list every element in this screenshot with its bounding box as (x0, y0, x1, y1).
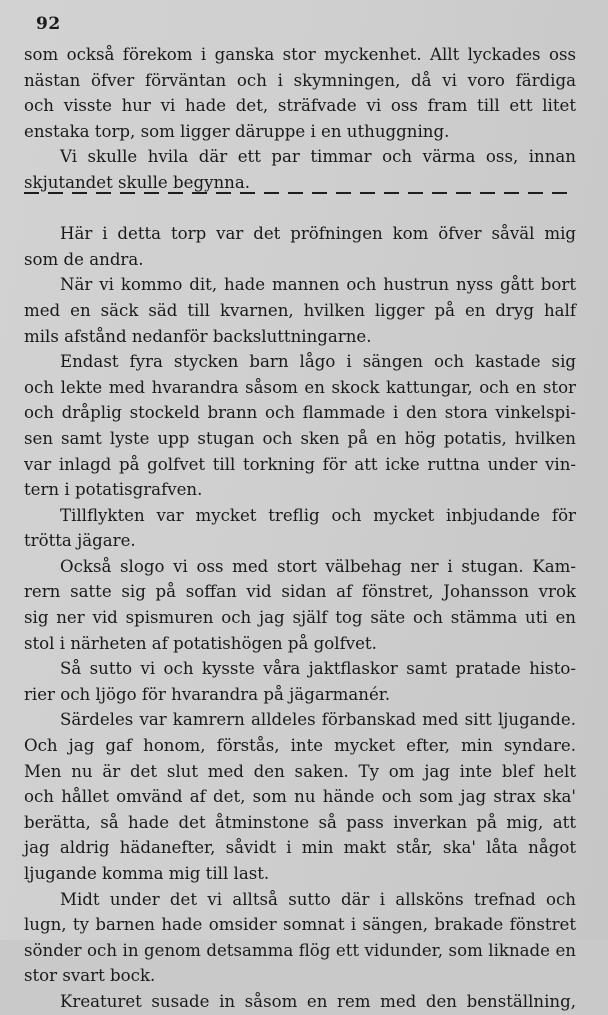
text-line: och hållet omvänd af det, som nu hände och som jag strax ska' (24, 787, 576, 807)
separator-space (24, 196, 576, 222)
text-line: och visste hur vi hade det, sträfvade vi oss fram till ett litet (24, 96, 576, 116)
text-line: enstaka torp, som ligger däruppe i en uthuggning. (24, 121, 450, 141)
text-line: var inlagd på golfvet till torkning för att icke ruttna under vin- (24, 454, 576, 474)
text-line: Vi skulle hvila där ett par timmar och värma oss, innan (60, 147, 576, 167)
text-line: mils afstånd nedanför backsluttningarne. (24, 326, 372, 346)
text-line: När vi kommo dit, hade mannen och hustrun nyss gått bort (60, 275, 576, 295)
text-line: Och jag gaf honom, förstås, inte mycket efter, min syndare. (24, 736, 576, 756)
text-line: sen samt lyste upp stugan och sken på en hög potatis, hvilken (24, 428, 576, 448)
text-line: jag aldrig hädanefter, såvidt i min makt står, ska' låta något (24, 838, 576, 858)
text-line: trötta jägare. (24, 531, 136, 551)
text-line: och lekte med hvarandra såsom en skock kattungar, och en stor (24, 377, 576, 397)
text-line: skjutandet skulle begynna. (24, 172, 250, 192)
text-line: rern satte sig på soffan vid sidan af fönstret, Johansson vrok (24, 582, 576, 602)
text-line: berätta, så hade det åtminstone så pass inverkan på mig, att (24, 812, 576, 832)
text-line: stor svart bock. (24, 966, 156, 986)
text-line: med en säck säd till kvarnen, hvilken ligger på en dryg half (24, 300, 576, 320)
text-line: lugn, ty barnen hade omsider somnat i sängen, brakade fönstret (24, 915, 576, 935)
section-separator-dashes (24, 192, 576, 194)
text-line: Tillflykten var mycket treflig och mycket inbjudande för (60, 505, 576, 525)
text-line: Kreaturet susade in såsom en rem med den benställning, (60, 991, 576, 1011)
text-line: sig ner vid spismuren och jag själf tog säte och stämma uti en (24, 608, 576, 628)
text-line: Så sutto vi och kysste våra jaktflaskor samt pratade histo- (60, 659, 576, 679)
text-line: Också slogo vi oss med stort välbehag ner i stugan. Kam- (60, 556, 576, 576)
text-line: sönder och in genom detsamma flög ett vidunder, som liknade en (24, 940, 576, 960)
body-text (24, 42, 576, 1015)
text-line: som de andra. (24, 249, 144, 269)
text-line: rier och ljögo för hvarandra på jägarmanér. (24, 684, 391, 704)
text-line: Endast fyra stycken barn lågo i sängen och kastade sig (60, 352, 576, 372)
text-line: Midt under det vi alltså sutto där i allsköns trefnad och (60, 889, 576, 909)
text-line: tern i potatisgrafven. (24, 480, 203, 500)
text-line: nästan öfver förväntan och i skymningen, då vi voro färdiga (24, 70, 576, 90)
text-line: ljugande komma mig till last. (24, 864, 270, 883)
text-line: stol i närheten af potatishögen på golfvet. (24, 633, 377, 653)
text-line: som också förekom i ganska stor myckenhet. Allt lyckades oss (24, 45, 576, 64)
text-line: Särdeles var kamrern alldeles förbanskad med sitt ljugande. (60, 710, 576, 730)
text-line: Här i detta torp var det pröfningen kom öfver såväl mig (60, 224, 576, 244)
page-number: 92 (36, 14, 61, 34)
text-line: Men nu är det slut med den saken. Ty om jag inte blef helt (24, 761, 576, 781)
text-line: och dråplig stockeld brann och flammade i den stora vinkelspi- (24, 403, 576, 423)
